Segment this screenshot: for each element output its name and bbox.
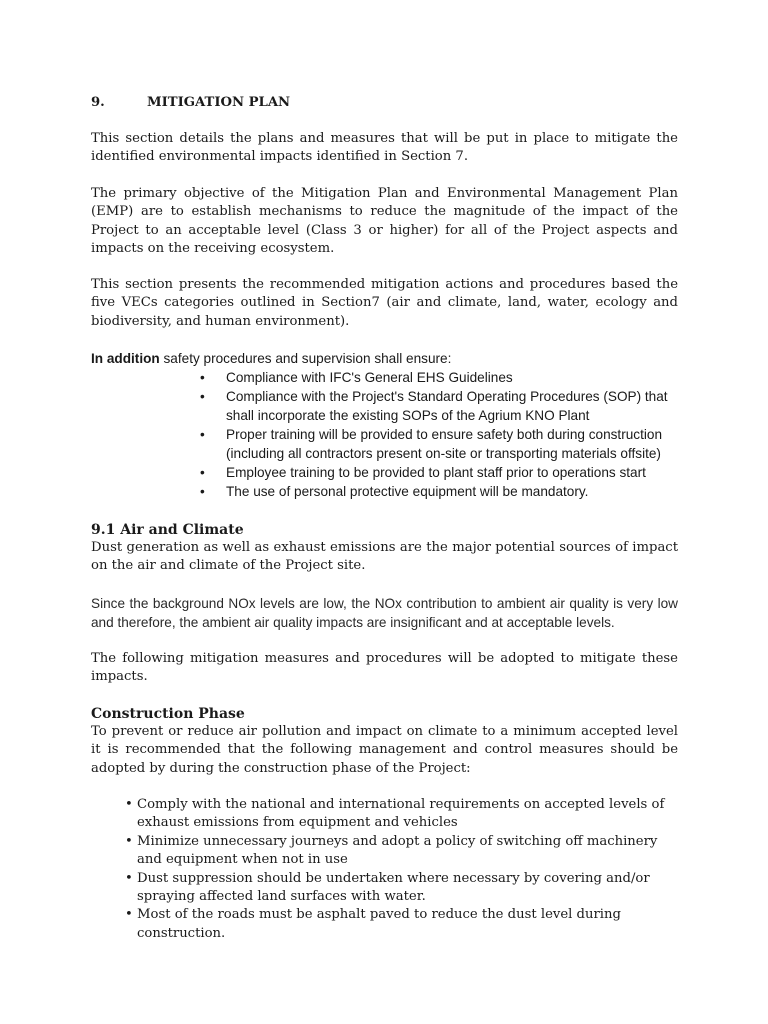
air-climate-heading: 9.1 Air and Climate	[91, 522, 244, 538]
bullet-icon: •	[125, 870, 133, 886]
section-title: MITIGATION PLAN	[147, 95, 291, 110]
list-item	[102, 870, 678, 907]
list-item	[200, 482, 680, 501]
safety-intro-text: safety procedures and supervision shall ensure:	[159, 351, 452, 366]
section-number: 9.	[91, 95, 105, 110]
construction-list	[102, 796, 678, 943]
list-item	[200, 368, 680, 387]
construction-heading: Construction Phase	[91, 706, 245, 722]
list-item	[102, 906, 678, 943]
list-item	[200, 387, 680, 425]
list-item-text: Comply with the national and international requirements on accepted levels of exhaust emissions from equipment and vehicles	[137, 797, 665, 831]
list-item-text: Most of the roads must be asphalt paved to reduce the dust level during construction.	[137, 907, 621, 941]
list-item-text: Employee training to be provided to plant staff prior to operations start	[226, 465, 646, 480]
list-item-text: Minimize unnecessary journeys and adopt a policy of switching off machinery and equipment when not in use	[137, 833, 658, 868]
bullet-icon: •	[125, 833, 133, 849]
bullet-icon: •	[200, 370, 205, 385]
bullet-icon: •	[200, 389, 205, 404]
list-item	[200, 425, 680, 463]
bullet-icon: •	[125, 907, 133, 923]
bullet-icon: •	[125, 797, 133, 812]
paragraph-objective: The primary objective of the Mitigation Plan and Environmental Management Plan (EMP) are to establish mechanisms to reduce the magnitude of the impact of the Project to an acceptable level (Class 3 or higher) for all of the Project aspects and impacts on the receiving ecosystem.	[91, 186, 678, 257]
list-item-text: Compliance with IFC's General EHS Guidelines	[226, 370, 513, 385]
list-item	[102, 796, 678, 833]
safety-list	[200, 368, 680, 501]
bullet-icon: •	[200, 484, 205, 499]
construction-intro: To prevent or reduce air pollution and impact on climate to a minimum accepted level it is recommended that the following management and control measures should be adopted by during the construction phase of the Project:	[91, 724, 678, 776]
paragraph-intro: This section details the plans and measures that will be put in place to mitigate the identified environmental impacts identified in Section 7.	[91, 131, 678, 165]
list-item-text: Compliance with the Project's Standard Operating Procedures (SOP) that shall incorporate the existing SOPs of the Agrium KNO Plant	[226, 389, 668, 423]
safety-intro	[91, 349, 678, 368]
safety-intro-bold: In addition	[91, 351, 160, 366]
list-item-text: The use of personal protective equipment will be mandatory.	[226, 484, 589, 499]
bullet-icon: •	[200, 465, 205, 480]
air-paragraph-measures: The following mitigation measures and procedures will be adopted to mitigate these impacts.	[91, 651, 678, 685]
section-heading	[91, 94, 678, 112]
list-item-text: Dust suppression should be undertaken where necessary by covering and/or spraying affected land surfaces with water.	[137, 870, 650, 905]
list-item-text: Proper training will be provided to ensure safety both during construction (including all contractors present on-site or transporting materials offsite)	[226, 427, 663, 461]
air-paragraph-dust: Dust generation as well as exhaust emissions are the major potential sources of impact on the air and climate of the Project site.	[91, 540, 678, 574]
list-item	[200, 463, 680, 482]
list-item	[102, 833, 678, 870]
air-paragraph-nox: Since the background NOx levels are low, the NOx contribution to ambient air quality is very low and therefore, the ambient air quality impacts are insignificant and at acceptable levels.	[91, 596, 678, 630]
paragraph-vecs: This section presents the recommended mitigation actions and procedures based the five VECs categories outlined in Section7 (air and climate, land, water, ecology and biodiversity, and human environment).	[91, 277, 678, 329]
bullet-icon: •	[200, 427, 205, 442]
